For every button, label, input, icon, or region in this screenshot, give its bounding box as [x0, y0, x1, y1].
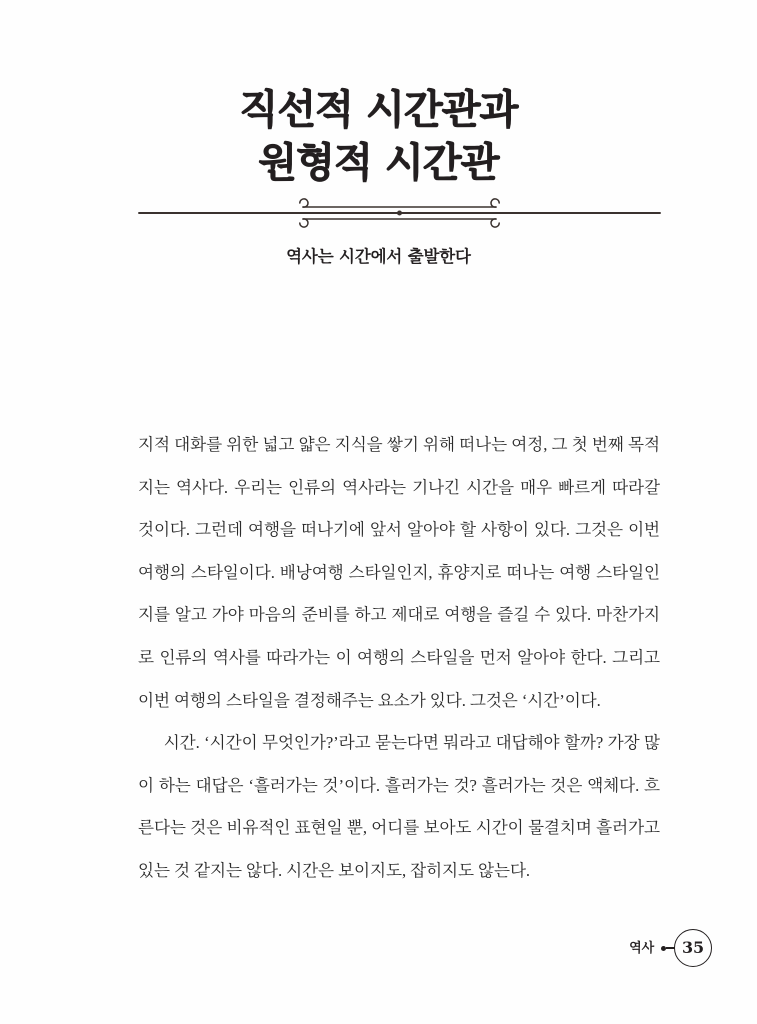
page-title-line-1: 직선적 시간관과	[239, 87, 518, 133]
footer-section-label: 역사	[629, 940, 654, 956]
paragraph-2: 시간. ‘시간이 무엇인가?’라고 묻는다면 뭐라고 대답해야 할까? 가장 많이 하는 대답은 ‘흘러가는 것’이다. 흘러가는 것? 흘러가는 것은 액체다. 흐른다는 것은 비유적인 표현일 뿐, 어디를 보아도 시간이 물결치며 흘러가고 있는 것 같지는 않다. 시간은 보이지도, 잡히지도 않는다.	[138, 733, 660, 880]
paragraph-1: 지적 대화를 위한 넓고 얇은 지식을 쌓기 위해 떠나는 여정, 그 첫 번째 목적지는 역사다. 우리는 인류의 역사라는 기나긴 시간을 매우 빠르게 따라갈 것이다. 그런데 여행을 떠나기에 앞서 알아야 할 사항이 있다. 그것은 이번 여행의 스타일이다. 배낭여행 스타일인지, 휴양지로 떠나는 여행 스타일인지를 알고 가야 마음의 준비를 하고 제대로 여행을 즐길 수 있다. 마찬가지로 인류의 역사를 따라가는 이 여행의 스타일을 먼저 알아야 한다. 그리고 이번 여행의 스타일을 결정해주는 요소가 있다. 그것은 ‘시간’이다.	[138, 435, 660, 710]
ornamental-divider	[139, 198, 660, 228]
page-subtitle: 역사는 시간에서 출발한다	[286, 247, 471, 266]
ornamental-flourish-icon	[139, 198, 660, 228]
chapter-title-block	[0, 84, 757, 190]
body-text	[138, 424, 660, 893]
page-title	[0, 84, 757, 190]
divider-center-dot	[397, 211, 402, 216]
page-number: 35	[682, 938, 704, 957]
page-footer-folio	[612, 928, 712, 968]
page-number-badge	[674, 929, 712, 967]
page-title-line-2: 원형적 시간관	[258, 139, 499, 186]
